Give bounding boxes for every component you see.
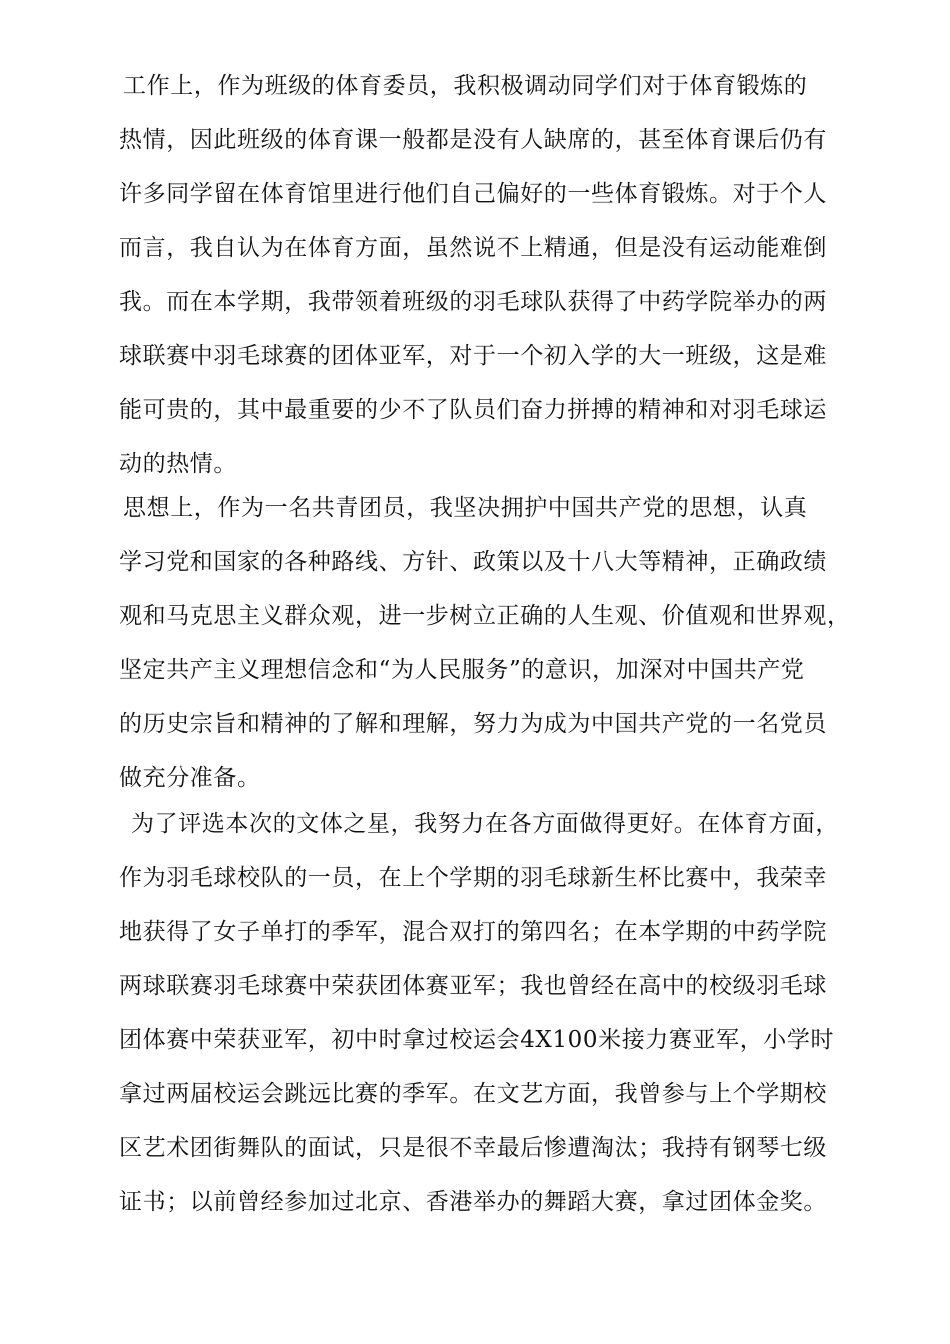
text-line: 而言，我自认为在体育方面，虽然说不上精通，但是没有运动能难倒 <box>119 235 827 261</box>
text-line: 作为羽毛球校队的一员，在上个学期的羽毛球新生杯比赛中，我荣幸 <box>119 865 827 891</box>
text-line: 工作上，作为班级的体育委员，我积极调动同学们对于体育锻炼的 <box>123 73 808 99</box>
text-line: 热情，因此班级的体育课一般都是没有人缺席的，甚至体育课后仍有 <box>119 127 827 153</box>
text-line: 地获得了女子单打的季军，混合双打的第四名；在本学期的中药学院 <box>119 919 827 945</box>
text-line: 动的热情。 <box>119 451 237 477</box>
text-line: 两球联赛羽毛球赛中荣获团体赛亚军；我也曾经在高中的校级羽毛球 <box>119 973 827 999</box>
text-line: 观和马克思主义群众观，进一步树立正确的人生观、价值观和世界观， <box>119 603 851 629</box>
text-line: 学习党和国家的各种路线、方针、政策以及十八大等精神，正确政绩 <box>119 549 827 575</box>
text-line: 团体赛中荣获亚军，初中时拿过校运会4X100米接力赛亚军，小学时 <box>119 1027 835 1053</box>
text-line: 许多同学留在体育馆里进行他们自己偏好的一些体育锻炼。对于个人 <box>119 181 827 207</box>
text-line: 证书；以前曾经参加过北京、香港举办的舞蹈大赛，拿过团体金奖。 <box>119 1189 827 1215</box>
text-line: 能可贵的，其中最重要的少不了队员们奋力拼搏的精神和对羽毛球运 <box>119 397 827 423</box>
text-line: 我。而在本学期，我带领着班级的羽毛球队获得了中药学院举办的两 <box>119 289 827 315</box>
text-line: 为了评选本次的文体之星，我努力在各方面做得更好。在体育方面， <box>131 811 839 837</box>
text-line: 球联赛中羽毛球赛的团体亚军，对于一个初入学的大一班级，这是难 <box>119 343 827 369</box>
text-line: 的历史宗旨和精神的了解和理解，努力为成为中国共产党的一名党员 <box>119 711 827 737</box>
text-line: 思想上，作为一名共青团员，我坚决拥护中国共产党的思想，认真 <box>123 495 808 521</box>
text-line: 做充分准备。 <box>119 765 261 791</box>
text-line: 拿过两届校运会跳远比赛的季军。在文艺方面，我曾参与上个学期校 <box>119 1081 827 1107</box>
text-line: 坚定共产主义理想信念和“为人民服务”的意识，加深对中国共产党 <box>119 657 805 683</box>
text-line: 区艺术团街舞队的面试，只是很不幸最后惨遭淘汰；我持有钢琴七级 <box>119 1135 827 1161</box>
